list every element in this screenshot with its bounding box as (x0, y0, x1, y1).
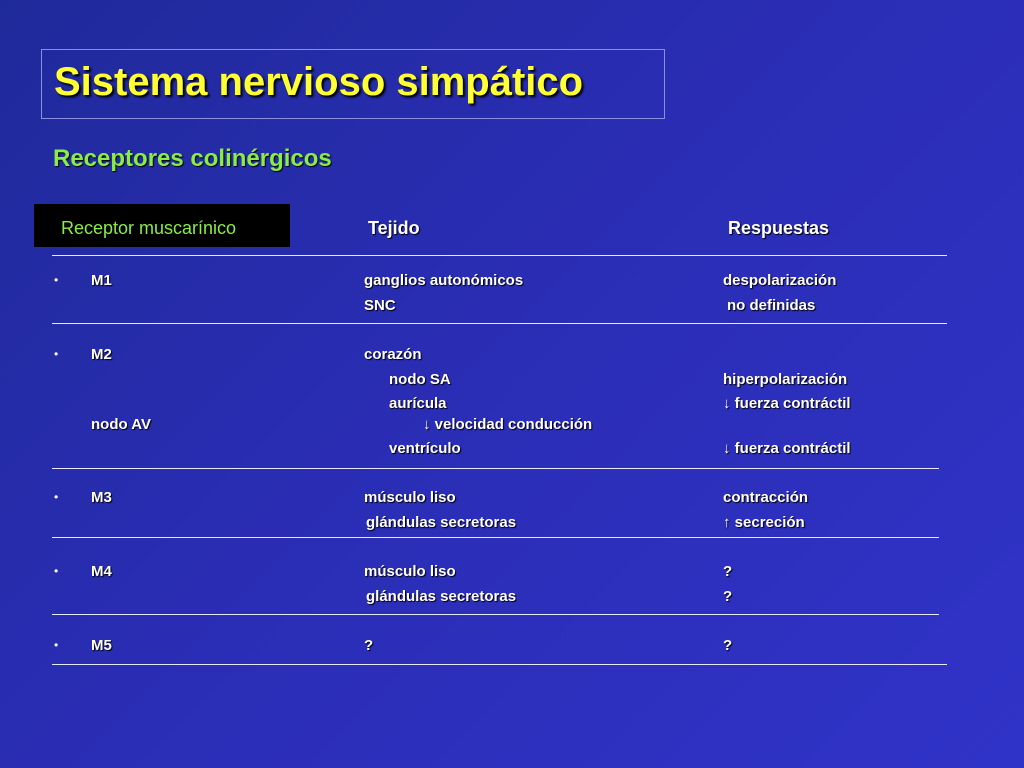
row-divider-m4 (52, 614, 939, 615)
tissue-m4-2: glándulas secretoras (366, 588, 517, 605)
response-m4-2: ? (723, 588, 733, 605)
receptor-m4: M4 (91, 563, 112, 580)
response-m1-2: no definidas (727, 297, 816, 314)
tissue-m1-1: ganglios autonómicos (364, 272, 524, 289)
row-divider-m3 (52, 537, 939, 538)
tissue-m1-2: SNC (364, 297, 396, 314)
slide-subtitle: Receptores colinérgicos (53, 145, 332, 172)
receptor-m2: M2 (91, 346, 112, 363)
response-m2-2: hiperpolarización (723, 371, 848, 388)
tissue-m5-1: ? (364, 637, 374, 654)
tissue-header: Tejido (368, 218, 420, 238)
response-m3-2: ↑ secreción (723, 514, 805, 531)
response-m2-5: ↓ fuerza contráctil (723, 440, 851, 457)
response-m2-4: ↓ velocidad conducción (423, 416, 593, 433)
receptor-header: Receptor muscarínico (61, 218, 237, 238)
response-m5-1: ? (723, 637, 733, 654)
tissue-m4-1: músculo liso (364, 563, 456, 580)
tissue-m3-2: glándulas secretoras (366, 514, 517, 531)
row-divider-m1 (52, 323, 947, 324)
response-header: Respuestas (728, 218, 830, 238)
tissue-m2-5: ventrículo (389, 440, 461, 457)
bullet-m5: • (54, 638, 59, 652)
response-m3-1: contracción (723, 489, 809, 506)
table-bottom-rule (52, 664, 947, 665)
bullet-m4: • (54, 564, 59, 578)
tissue-m2-4: nodo AV (91, 416, 151, 433)
tissue-m3-1: músculo liso (364, 489, 456, 506)
receptor-m3: M3 (91, 489, 112, 506)
receptor-m5: M5 (91, 637, 112, 654)
response-m1-1: despolarización (723, 272, 837, 289)
tissue-m2-2: nodo SA (389, 371, 451, 388)
response-m4-1: ? (723, 563, 733, 580)
row-divider-m2 (52, 468, 939, 469)
tissue-m2-1: corazón (364, 346, 422, 363)
bullet-m3: • (54, 490, 59, 504)
bullet-m2: • (54, 347, 59, 361)
header-divider (52, 255, 947, 256)
slide-title: Sistema nervioso simpático (54, 60, 584, 104)
bullet-m1: • (54, 273, 59, 287)
receptor-m1: M1 (91, 272, 112, 289)
tissue-m2-3: aurícula (389, 395, 447, 412)
response-m2-3: ↓ fuerza contráctil (723, 395, 851, 412)
